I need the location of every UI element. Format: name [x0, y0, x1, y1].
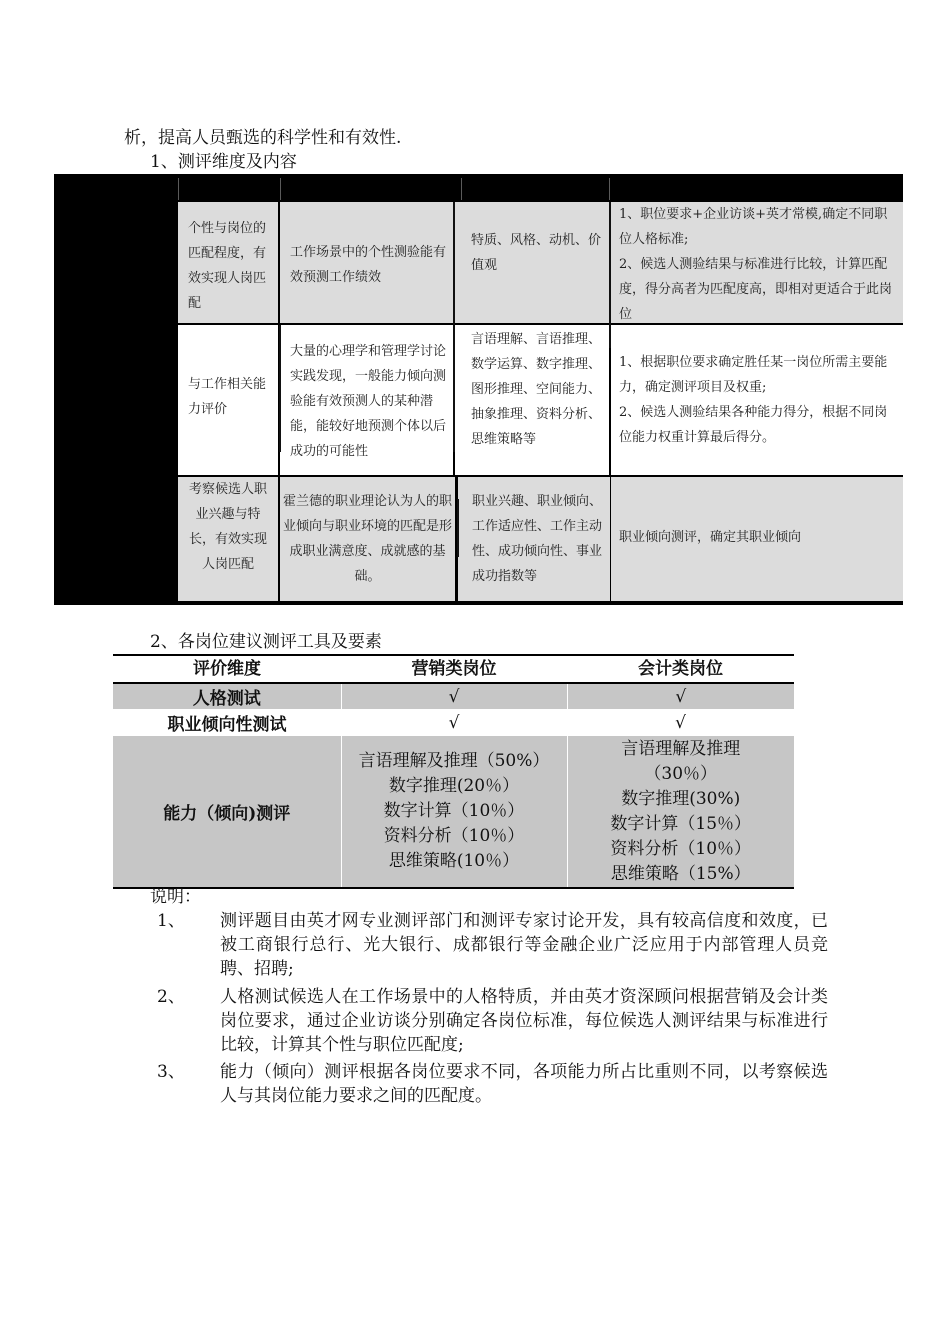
column-rule [279, 325, 281, 452]
ability-item: 言语理解及推理（50%） [358, 751, 550, 771]
row1-method: 1、职位要求+企业访谈+英才常模,确定不同职位人格标准; 2、候选人测验结果与标准进行比较，计算匹配度，得分高者为匹配度高，即相对更适合于此岗位 [611, 202, 903, 323]
note-text: 人格测试候选人在工作场景中的人格特质，并由英才资深顾问根据营销及会计类岗位要求，通过企业访谈分别确定各岗位标准，每位候选人测评结果与标准进行比较，计算其个性与职位匹配度; [220, 987, 828, 1055]
note-number: 3、 [157, 1062, 185, 1082]
table-row [113, 684, 794, 709]
ability-item: 数字推理(20％） [388, 776, 520, 796]
ability-item: 言语理解及推理 [621, 738, 741, 759]
row-personality-accounting: √ [675, 686, 687, 707]
ability-item: 数字推理(30%) [621, 788, 741, 809]
row3-purpose: 考察候选人职业兴趣与特长，有效实现人岗匹配 [178, 477, 278, 601]
row-career-accounting: √ [675, 712, 686, 733]
row3-content: 职业兴趣、职业倾向、工作适应性、工作主动性、成功倾向性、事业成功指数等 [458, 477, 610, 601]
column-rule [457, 499, 459, 557]
section2-title: 2、各岗位建议测评工具及要素 [150, 632, 382, 652]
row2-basis: 大量的心理学和管理学讨论实践发现，一般能力倾向测验能有效预测人的某种潜能，能较好地预测个体以后成功的可能性 [280, 325, 453, 475]
ability-item: 思维策略（15%） [610, 863, 751, 884]
row-personality-label: 人格测试 [113, 684, 341, 709]
ability-item: 资料分析（10％） [610, 838, 752, 859]
assessment-dimensions-table [54, 174, 903, 605]
column-rule [453, 202, 455, 329]
header-divider [178, 178, 179, 200]
row-personality-sales: √ [341, 684, 567, 709]
row2-content: 言语理解、言语推理、数学运算、数字推理、图形推理、空间能力、抽象推理、资料分析、思维策略等 [455, 325, 609, 475]
table-bottom-rule [54, 601, 903, 605]
note-text: 能力（倾向）测评根据各岗位要求不同，各项能力所占比重则不同，以考察候选人与其岗位能力要求之间的匹配度。 [220, 1062, 828, 1106]
note-text: 测评题目由英才网专业测评部门和测评专家讨论开发，具有较高信度和效度，已被工商银行总行、光大银行、成都银行等金融企业广泛应用于内部管理人员竞聘、招聘; [220, 911, 828, 979]
row1-purpose: 个性与岗位的匹配程度，有效实现人岗匹配 [178, 202, 278, 323]
row-career-label: 职业倾向性测试 [167, 715, 287, 735]
row2-method: 1、根据职位要求确定胜任某一岗位所需主要能力，确定测评项目及权重; 2、候选人测验结果各种能力得分，根据不同岗位能力权重计算最后得分。 [611, 325, 903, 475]
ability-item: 资料分析（10％） [383, 826, 525, 846]
row2-purpose: 与工作相关能力评价 [178, 325, 278, 475]
header-accounting: 会计类岗位 [638, 659, 723, 679]
row1-content: 特质、风格、动机、价值观 [455, 202, 609, 323]
header-dimension: 评价维度 [193, 659, 261, 679]
column-rule [453, 325, 455, 452]
notes-title: 说明： [150, 887, 201, 907]
column-rule [609, 202, 611, 348]
note-number: 1、 [157, 911, 185, 931]
intro-line: 析，提高人员甄选的科学性和有效性. [124, 128, 402, 148]
ability-item: 思维策略(10％） [388, 851, 520, 871]
table-header-row [113, 656, 794, 682]
row-ability-label: 能力（倾向)测评 [113, 736, 341, 887]
header-sales: 营销类岗位 [411, 659, 497, 679]
header-divider [461, 178, 462, 200]
ability-item: （30％） [644, 763, 718, 784]
position-tools-table [113, 654, 794, 889]
row-career-sales: √ [448, 712, 460, 733]
row1-basis: 工作场景中的个性测验能有效预测工作绩效 [280, 202, 453, 323]
row3-basis: 霍兰德的职业理论认为人的职业倾向与职业环境的匹配是形成职业满意度、成就感的基础。 [280, 477, 455, 601]
table-row [113, 709, 794, 736]
ability-item: 数字计算（10％） [383, 801, 525, 821]
note-number: 2、 [157, 987, 185, 1007]
row-ability-accounting [567, 736, 794, 887]
section1-title: 1、测评维度及内容 [150, 152, 297, 172]
row-ability-sales [341, 736, 567, 887]
header-divider [280, 178, 281, 200]
header-divider [609, 178, 610, 200]
table-bottom-rule [113, 887, 794, 889]
table-row [113, 736, 794, 887]
row3-method: 职业倾向测评，确定其职业倾向 [611, 477, 903, 601]
ability-item: 数字计算（15％） [610, 813, 752, 834]
